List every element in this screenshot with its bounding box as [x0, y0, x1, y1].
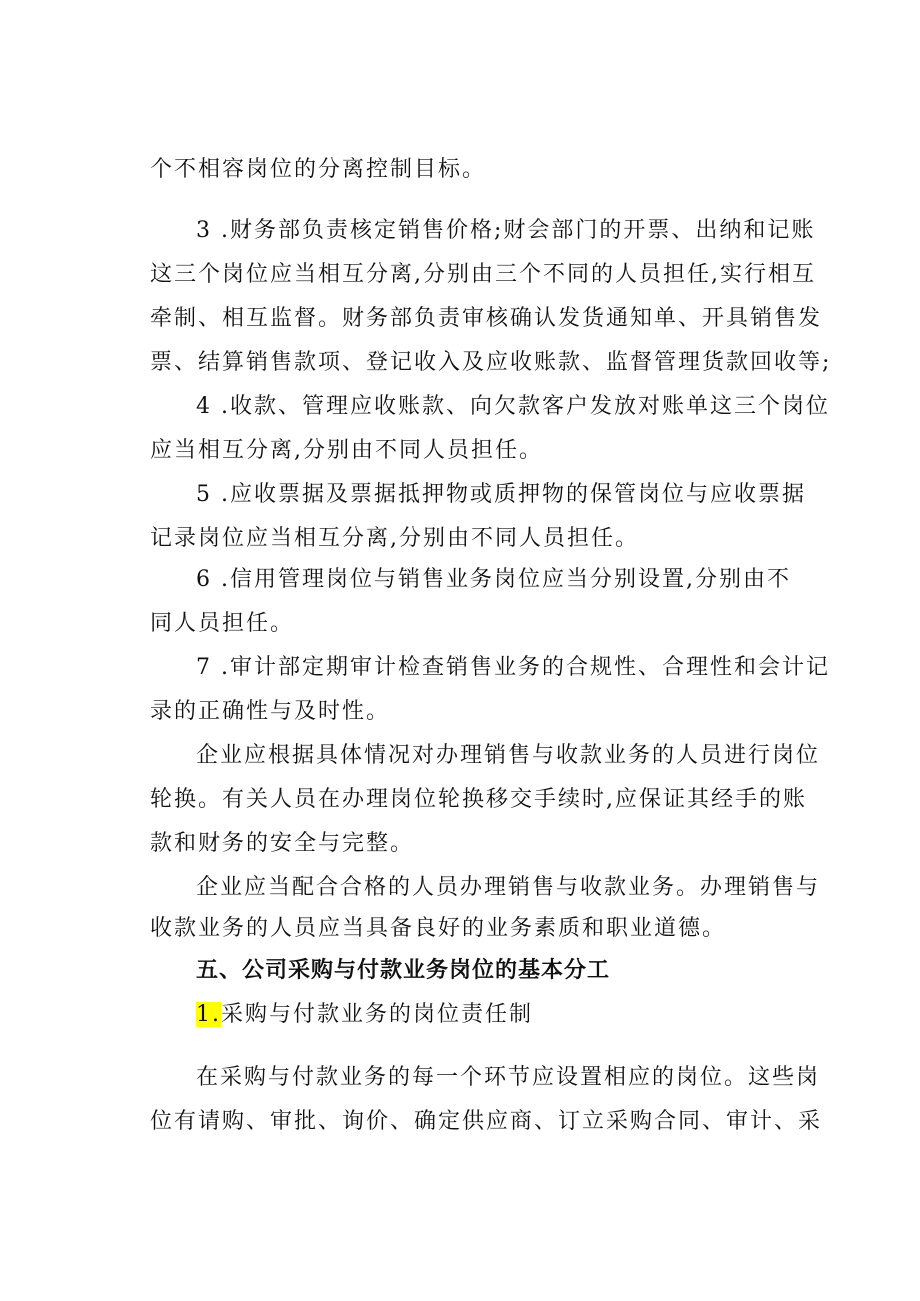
paragraph-line: 位有请购、审批、询价、确定供应商、订立采购合同、审计、采	[150, 1109, 823, 1134]
subsection-heading	[196, 1000, 533, 1030]
paragraph-line: 收款业务的人员应当具备良好的业务素质和职业道德。	[150, 916, 727, 941]
highlighted-number: 1.	[196, 1002, 221, 1027]
paragraph-line: 3 .财务部负责核定销售价格;财会部门的开票、出纳和记账	[196, 218, 816, 243]
paragraph-line: 录的正确性与及时性。	[150, 699, 391, 724]
paragraph-line: 轮换。有关人员在办理岗位轮换移交手续时,应保证其经手的账	[150, 787, 807, 812]
paragraph-line: 5 .应收票据及票据抵押物或质押物的保管岗位与应收票据	[196, 482, 806, 507]
paragraph-line: 企业应当配合合格的人员办理销售与收款业务。办理销售与	[196, 875, 821, 900]
section-heading: 五、公司采购与付款业务岗位的基本分工	[196, 958, 611, 983]
paragraph-line: 4 .收款、管理应收账款、向欠款客户发放对账单这三个岗位	[196, 394, 830, 419]
paragraph-line: 同人员担任。	[150, 611, 295, 636]
paragraph-line: 6 .信用管理岗位与销售业务岗位应当分别设置,分别由不	[196, 567, 791, 592]
paragraph-line: 票、结算销售款项、登记收入及应收账款、监督管理货款回收等;	[150, 350, 832, 375]
paragraph-line: 个不相容岗位的分离控制目标。	[150, 157, 487, 182]
paragraph-line: 款和财务的安全与完整。	[150, 831, 415, 856]
subsection-heading-text: 采购与付款业务的岗位责任制	[221, 1002, 534, 1027]
paragraph-line: 在采购与付款业务的每一个环节应设置相应的岗位。这些岗	[196, 1065, 821, 1090]
paragraph-line: 应当相互分离,分别由不同人员担任。	[150, 438, 543, 463]
paragraph-line: 企业应根据具体情况对办理销售与收款业务的人员进行岗位	[196, 743, 821, 768]
paragraph-line: 这三个岗位应当相互分离,分别由三个不同的人员担任,实行相互	[150, 262, 816, 287]
paragraph-line: 7 .审计部定期审计检查销售业务的合规性、合理性和会计记	[196, 655, 830, 680]
paragraph-line: 记录岗位应当相互分离,分别由不同人员担任。	[150, 526, 639, 551]
paragraph-line: 牵制、相互监督。财务部负责审核确认发货通知单、开具销售发	[150, 306, 823, 331]
